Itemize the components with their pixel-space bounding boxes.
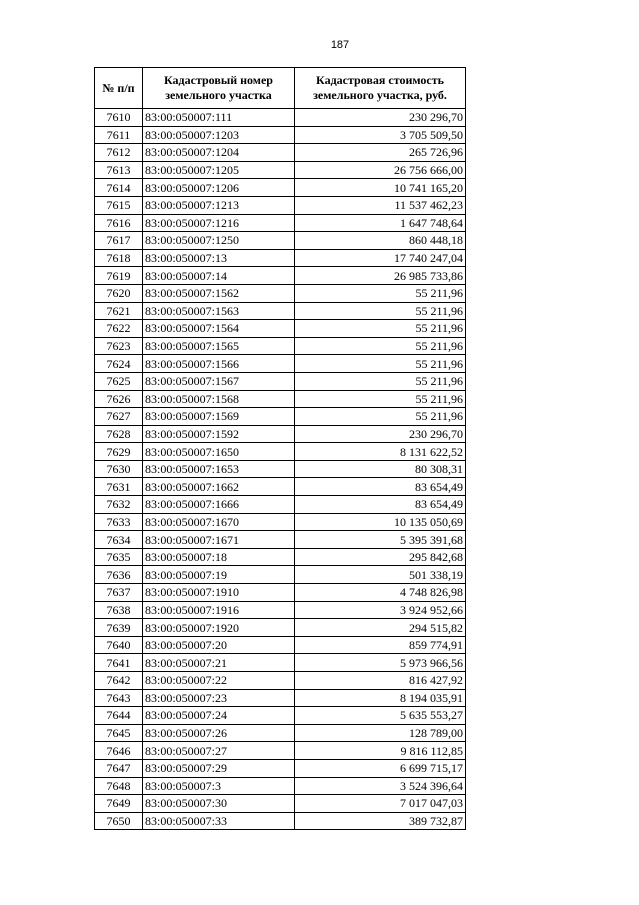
cadastral-value-cell: 5 635 553,27 <box>295 707 466 725</box>
header-row-number-label: № п/п <box>102 80 135 95</box>
cadastral-value-cell: 55 211,96 <box>295 302 466 320</box>
cadastral-number-cell: 83:00:050007:1670 <box>143 513 295 531</box>
row-number-cell: 7631 <box>95 478 143 496</box>
cadastral-number-cell: 83:00:050007:1671 <box>143 531 295 549</box>
cadastral-number-cell: 83:00:050007:1650 <box>143 443 295 461</box>
cadastral-number-cell: 83:00:050007:1910 <box>143 584 295 602</box>
cadastral-value-cell: 26 985 733,86 <box>295 267 466 285</box>
table-row <box>95 372 466 390</box>
cadastral-value-cell: 3 524 396,64 <box>295 777 466 795</box>
cadastral-number-cell: 83:00:050007:1566 <box>143 355 295 373</box>
table-row <box>95 302 466 320</box>
cadastral-number-cell: 83:00:050007:1662 <box>143 478 295 496</box>
table-row <box>95 460 466 478</box>
cadastral-number-cell: 83:00:050007:1250 <box>143 232 295 250</box>
header-cadastral-number-line1: Кадастровый номер <box>164 73 273 87</box>
table-row <box>95 249 466 267</box>
header-cadastral-value-line2: земельного участка, руб. <box>313 88 447 102</box>
cadastral-number-cell: 83:00:050007:1569 <box>143 408 295 426</box>
row-number-cell: 7624 <box>95 355 143 373</box>
cadastral-value-cell: 55 211,96 <box>295 390 466 408</box>
table-row <box>95 161 466 179</box>
table-row <box>95 795 466 813</box>
table-row <box>95 584 466 602</box>
row-number-cell: 7646 <box>95 742 143 760</box>
table-row <box>95 144 466 162</box>
cadastral-value-cell: 128 789,00 <box>295 724 466 742</box>
row-number-cell: 7619 <box>95 267 143 285</box>
cadastral-number-cell: 83:00:050007:3 <box>143 777 295 795</box>
cadastral-number-cell: 83:00:050007:1653 <box>143 460 295 478</box>
row-number-cell: 7620 <box>95 284 143 302</box>
row-number-cell: 7634 <box>95 531 143 549</box>
cadastral-value-cell: 4 748 826,98 <box>295 584 466 602</box>
cadastral-number-cell: 83:00:050007:1205 <box>143 161 295 179</box>
header-cadastral-value <box>295 68 466 109</box>
row-number-cell: 7615 <box>95 196 143 214</box>
cadastral-value-cell: 295 842,68 <box>295 548 466 566</box>
table-row <box>95 390 466 408</box>
cadastral-number-cell: 83:00:050007:1916 <box>143 601 295 619</box>
table-row <box>95 232 466 250</box>
cadastral-value-cell: 3 705 509,50 <box>295 126 466 144</box>
cadastral-value-cell: 55 211,96 <box>295 337 466 355</box>
cadastral-value-table <box>94 67 466 830</box>
cadastral-number-cell: 83:00:050007:1204 <box>143 144 295 162</box>
cadastral-value-cell: 230 296,70 <box>295 109 466 127</box>
cadastral-value-cell: 8 194 035,91 <box>295 689 466 707</box>
header-cadastral-value-line1: Кадастровая стоимость <box>316 73 444 87</box>
cadastral-number-cell: 83:00:050007:27 <box>143 742 295 760</box>
cadastral-value-cell: 11 537 462,23 <box>295 196 466 214</box>
row-number-cell: 7627 <box>95 408 143 426</box>
cadastral-value-cell: 859 774,91 <box>295 636 466 654</box>
cadastral-number-cell: 83:00:050007:1564 <box>143 320 295 338</box>
cadastral-number-cell: 83:00:050007:1216 <box>143 214 295 232</box>
cadastral-number-cell: 83:00:050007:1213 <box>143 196 295 214</box>
row-number-cell: 7641 <box>95 654 143 672</box>
cadastral-value-cell: 230 296,70 <box>295 425 466 443</box>
table-row <box>95 496 466 514</box>
row-number-cell: 7635 <box>95 548 143 566</box>
cadastral-number-cell: 83:00:050007:23 <box>143 689 295 707</box>
cadastral-number-cell: 83:00:050007:1563 <box>143 302 295 320</box>
cadastral-number-cell: 83:00:050007:111 <box>143 109 295 127</box>
cadastral-value-cell: 17 740 247,04 <box>295 249 466 267</box>
row-number-cell: 7625 <box>95 372 143 390</box>
cadastral-number-cell: 83:00:050007:1920 <box>143 619 295 637</box>
cadastral-value-cell: 55 211,96 <box>295 355 466 373</box>
row-number-cell: 7621 <box>95 302 143 320</box>
cadastral-number-cell: 83:00:050007:1565 <box>143 337 295 355</box>
cadastral-number-cell: 83:00:050007:19 <box>143 566 295 584</box>
cadastral-value-cell: 26 756 666,00 <box>295 161 466 179</box>
cadastral-value-cell: 55 211,96 <box>295 408 466 426</box>
cadastral-value-cell: 265 726,96 <box>295 144 466 162</box>
table-row <box>95 566 466 584</box>
table-row <box>95 179 466 197</box>
row-number-cell: 7642 <box>95 672 143 690</box>
table-row <box>95 196 466 214</box>
row-number-cell: 7640 <box>95 636 143 654</box>
row-number-cell: 7636 <box>95 566 143 584</box>
row-number-cell: 7613 <box>95 161 143 179</box>
cadastral-number-cell: 83:00:050007:1206 <box>143 179 295 197</box>
cadastral-number-cell: 83:00:050007:33 <box>143 812 295 830</box>
table-row <box>95 636 466 654</box>
row-number-cell: 7618 <box>95 249 143 267</box>
cadastral-value-cell: 816 427,92 <box>295 672 466 690</box>
cadastral-value-cell: 10 135 050,69 <box>295 513 466 531</box>
cadastral-value-cell: 55 211,96 <box>295 284 466 302</box>
cadastral-value-cell: 83 654,49 <box>295 496 466 514</box>
cadastral-value-cell: 860 448,18 <box>295 232 466 250</box>
table-row <box>95 126 466 144</box>
row-number-cell: 7647 <box>95 759 143 777</box>
table-row <box>95 531 466 549</box>
table-row <box>95 672 466 690</box>
cadastral-number-cell: 83:00:050007:1568 <box>143 390 295 408</box>
row-number-cell: 7650 <box>95 812 143 830</box>
table-row <box>95 408 466 426</box>
cadastral-value-cell: 1 647 748,64 <box>295 214 466 232</box>
table-row <box>95 284 466 302</box>
table-row <box>95 267 466 285</box>
row-number-cell: 7630 <box>95 460 143 478</box>
row-number-cell: 7643 <box>95 689 143 707</box>
cadastral-number-cell: 83:00:050007:1666 <box>143 496 295 514</box>
cadastral-number-cell: 83:00:050007:1567 <box>143 372 295 390</box>
cadastral-number-cell: 83:00:050007:30 <box>143 795 295 813</box>
table-row <box>95 759 466 777</box>
header-row-number <box>95 68 143 109</box>
row-number-cell: 7617 <box>95 232 143 250</box>
row-number-cell: 7623 <box>95 337 143 355</box>
cadastral-value-cell: 5 395 391,68 <box>295 531 466 549</box>
cadastral-number-cell: 83:00:050007:13 <box>143 249 295 267</box>
row-number-cell: 7637 <box>95 584 143 602</box>
cadastral-number-cell: 83:00:050007:24 <box>143 707 295 725</box>
row-number-cell: 7633 <box>95 513 143 531</box>
row-number-cell: 7645 <box>95 724 143 742</box>
cadastral-number-cell: 83:00:050007:1592 <box>143 425 295 443</box>
table-row <box>95 214 466 232</box>
table-row <box>95 724 466 742</box>
cadastral-value-cell: 5 973 966,56 <box>295 654 466 672</box>
row-number-cell: 7622 <box>95 320 143 338</box>
table-row <box>95 619 466 637</box>
cadastral-number-cell: 83:00:050007:21 <box>143 654 295 672</box>
cadastral-number-cell: 83:00:050007:26 <box>143 724 295 742</box>
row-number-cell: 7639 <box>95 619 143 637</box>
table-body <box>95 109 466 830</box>
table-row <box>95 707 466 725</box>
table-header-row <box>95 68 466 109</box>
row-number-cell: 7616 <box>95 214 143 232</box>
row-number-cell: 7611 <box>95 126 143 144</box>
table-row <box>95 478 466 496</box>
row-number-cell: 7629 <box>95 443 143 461</box>
table-row <box>95 355 466 373</box>
cadastral-value-cell: 6 699 715,17 <box>295 759 466 777</box>
table-row <box>95 337 466 355</box>
row-number-cell: 7649 <box>95 795 143 813</box>
row-number-cell: 7632 <box>95 496 143 514</box>
cadastral-value-cell: 83 654,49 <box>295 478 466 496</box>
table-row <box>95 812 466 830</box>
table-row <box>95 548 466 566</box>
row-number-cell: 7614 <box>95 179 143 197</box>
table-row <box>95 654 466 672</box>
cadastral-value-cell: 55 211,96 <box>295 320 466 338</box>
cadastral-value-cell: 55 211,96 <box>295 372 466 390</box>
cadastral-value-cell: 501 338,19 <box>295 566 466 584</box>
cadastral-number-cell: 83:00:050007:29 <box>143 759 295 777</box>
cadastral-value-cell: 10 741 165,20 <box>295 179 466 197</box>
cadastral-number-cell: 83:00:050007:1562 <box>143 284 295 302</box>
row-number-cell: 7612 <box>95 144 143 162</box>
header-cadastral-number <box>143 68 295 109</box>
table-row <box>95 109 466 127</box>
cadastral-value-cell: 3 924 952,66 <box>295 601 466 619</box>
cadastral-value-cell: 294 515,82 <box>295 619 466 637</box>
table-row <box>95 689 466 707</box>
cadastral-value-cell: 80 308,31 <box>295 460 466 478</box>
table-row <box>95 425 466 443</box>
header-cadastral-number-line2: земельного участка <box>165 88 272 102</box>
cadastral-value-cell: 389 732,87 <box>295 812 466 830</box>
cadastral-number-cell: 83:00:050007:14 <box>143 267 295 285</box>
table-row <box>95 601 466 619</box>
row-number-cell: 7626 <box>95 390 143 408</box>
cadastral-number-cell: 83:00:050007:20 <box>143 636 295 654</box>
row-number-cell: 7628 <box>95 425 143 443</box>
row-number-cell: 7638 <box>95 601 143 619</box>
table-row <box>95 513 466 531</box>
row-number-cell: 7610 <box>95 109 143 127</box>
row-number-cell: 7648 <box>95 777 143 795</box>
cadastral-number-cell: 83:00:050007:1203 <box>143 126 295 144</box>
cadastral-number-cell: 83:00:050007:22 <box>143 672 295 690</box>
cadastral-value-cell: 9 816 112,85 <box>295 742 466 760</box>
cadastral-value-cell: 7 017 047,03 <box>295 795 466 813</box>
page-number: 187 <box>330 39 350 51</box>
table-row <box>95 320 466 338</box>
table-row <box>95 443 466 461</box>
table-row <box>95 777 466 795</box>
cadastral-number-cell: 83:00:050007:18 <box>143 548 295 566</box>
row-number-cell: 7644 <box>95 707 143 725</box>
table-row <box>95 742 466 760</box>
cadastral-value-cell: 8 131 622,52 <box>295 443 466 461</box>
